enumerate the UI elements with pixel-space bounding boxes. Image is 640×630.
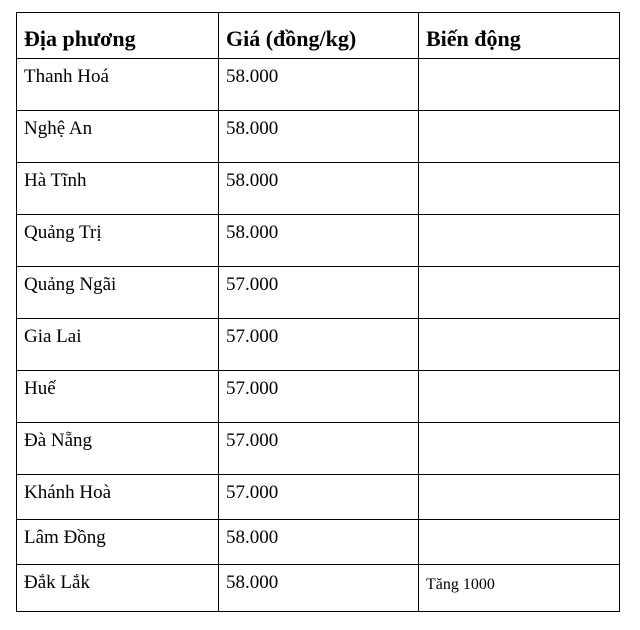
cell-change bbox=[419, 111, 620, 163]
cell-region: Gia Lai bbox=[17, 319, 219, 371]
table-row bbox=[17, 111, 620, 163]
table-row bbox=[17, 319, 620, 371]
cell-region: Hà Tĩnh bbox=[17, 163, 219, 215]
cell-price: 57.000 bbox=[219, 267, 419, 319]
cell-change bbox=[419, 267, 620, 319]
cell-price: 58.000 bbox=[219, 520, 419, 565]
table-row bbox=[17, 59, 620, 111]
cell-change bbox=[419, 215, 620, 267]
cell-region: Lâm Đồng bbox=[17, 520, 219, 565]
cell-change: Tăng 1000 bbox=[419, 565, 620, 612]
table-row bbox=[17, 475, 620, 520]
table-row bbox=[17, 215, 620, 267]
table-row bbox=[17, 371, 620, 423]
header-price: Giá (đồng/kg) bbox=[219, 13, 419, 59]
cell-region: Đắk Lắk bbox=[17, 565, 219, 612]
cell-change bbox=[419, 319, 620, 371]
cell-change bbox=[419, 59, 620, 111]
cell-price: 58.000 bbox=[219, 59, 419, 111]
table-row bbox=[17, 163, 620, 215]
cell-region: Khánh Hoà bbox=[17, 475, 219, 520]
cell-region: Thanh Hoá bbox=[17, 59, 219, 111]
table-row bbox=[17, 267, 620, 319]
table-header-row bbox=[17, 13, 620, 59]
cell-price: 58.000 bbox=[219, 565, 419, 612]
cell-change bbox=[419, 520, 620, 565]
cell-change bbox=[419, 371, 620, 423]
table-row bbox=[17, 565, 620, 612]
table-row bbox=[17, 423, 620, 475]
cell-change bbox=[419, 163, 620, 215]
cell-change bbox=[419, 475, 620, 520]
cell-change bbox=[419, 423, 620, 475]
cell-region: Quảng Trị bbox=[17, 215, 219, 267]
cell-price: 58.000 bbox=[219, 215, 419, 267]
cell-price: 57.000 bbox=[219, 475, 419, 520]
cell-region: Huế bbox=[17, 371, 219, 423]
cell-region: Nghệ An bbox=[17, 111, 219, 163]
price-table bbox=[16, 12, 620, 612]
header-region: Địa phương bbox=[17, 13, 219, 59]
cell-price: 57.000 bbox=[219, 319, 419, 371]
cell-price: 57.000 bbox=[219, 423, 419, 475]
cell-price: 58.000 bbox=[219, 111, 419, 163]
cell-region: Đà Nẵng bbox=[17, 423, 219, 475]
cell-price: 57.000 bbox=[219, 371, 419, 423]
cell-price: 58.000 bbox=[219, 163, 419, 215]
cell-region: Quảng Ngãi bbox=[17, 267, 219, 319]
header-change: Biến động bbox=[419, 13, 620, 59]
table-row bbox=[17, 520, 620, 565]
